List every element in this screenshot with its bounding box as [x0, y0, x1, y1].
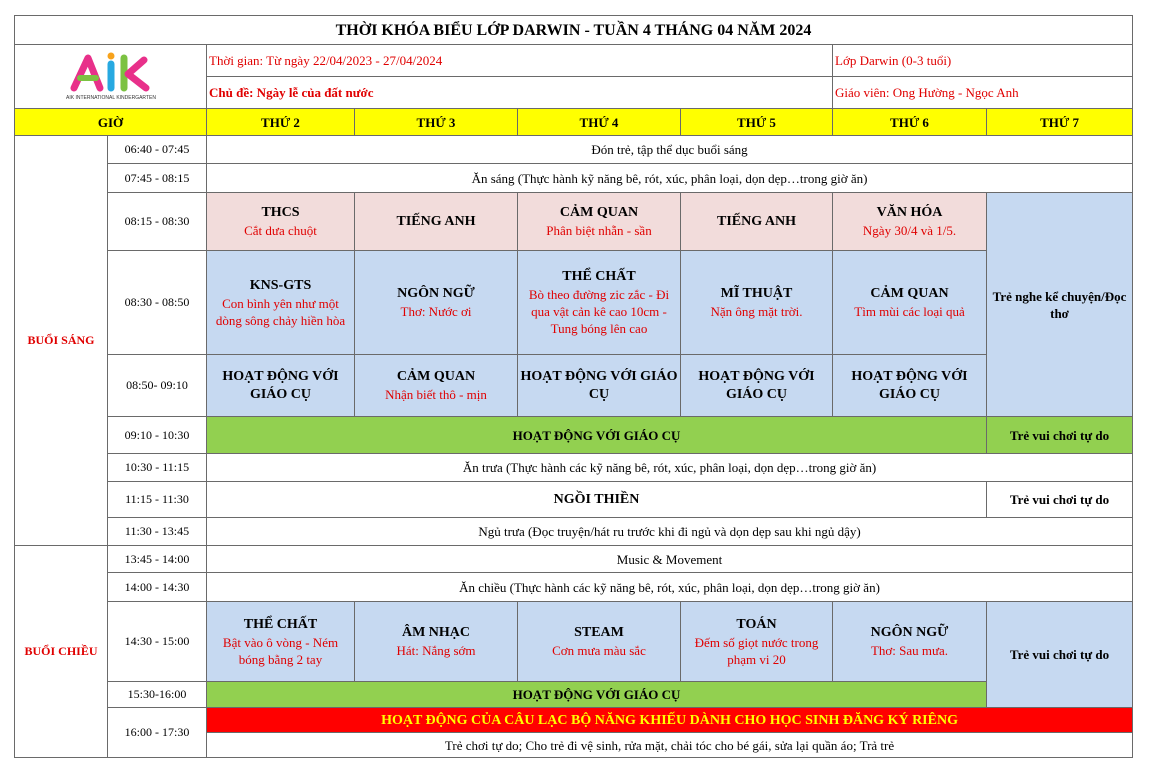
activity-cell	[207, 251, 355, 355]
timetable	[14, 15, 1133, 758]
activity-all-days: Đón trẻ, tập thể dục buổi sáng	[207, 136, 1133, 164]
activity-title: CẢM QUAN	[870, 286, 949, 301]
activity-cell	[518, 193, 681, 251]
time-slot: 06:40 - 07:45	[108, 136, 207, 164]
activity-cell	[207, 602, 355, 682]
saturday-activity: Trẻ nghe kể chuyện/Đọc thơ	[987, 193, 1133, 417]
activity-desc: Bò theo đường zic zắc - Đi qua vật cản kê cao 10cm - Tung bóng lên cao	[528, 287, 670, 336]
activity-cell	[833, 355, 987, 417]
activity-cell	[681, 193, 833, 251]
activity-title: THCS	[261, 205, 300, 220]
activity-desc: Bật vào ô vòng - Ném bóng bằng 2 tay	[222, 634, 339, 667]
activity-title: HOẠT ĐỘNG VỚI GIÁO CỤ	[698, 368, 815, 402]
club-activity: HOẠT ĐỘNG CỦA CÂU LẠC BỘ NĂNG KHIẾU DÀNH CHO HỌC SINH ĐĂNG KÝ RIÊNG	[207, 708, 1133, 733]
activity-all-days: Music & Movement	[207, 546, 1133, 573]
time-slot: 08:15 - 08:30	[108, 193, 207, 251]
class-name: Lớp Darwin (0-3 tuổi)	[833, 45, 1133, 77]
activity-title: TIẾNG ANH	[717, 213, 796, 229]
activity-cell	[207, 355, 355, 417]
header-day: THỨ 5	[681, 109, 833, 136]
activity-desc: Phân biệt nhẵn - sần	[546, 223, 652, 238]
activity-cell	[833, 193, 987, 251]
activity-cell	[833, 602, 987, 682]
activity-desc: Thơ: Nước ơi	[400, 304, 472, 319]
activity-title: CẢM QUAN	[559, 205, 639, 220]
activity-all-days: Ăn trưa (Thực hành các kỹ năng bê, rót, xúc, phân loại, dọn dẹp…trong giờ ăn)	[207, 454, 1133, 482]
time-slot: 10:30 - 11:15	[108, 454, 207, 482]
time-slot: 07:45 - 08:15	[108, 164, 207, 193]
time-slot: 13:45 - 14:00	[108, 546, 207, 573]
saturday-activity: Trẻ vui chơi tự do	[987, 417, 1133, 454]
activity-weekdays: HOẠT ĐỘNG VỚI GIÁO CỤ	[207, 417, 987, 454]
header-day: THỨ 7	[987, 109, 1133, 136]
time-range: Thời gian: Từ ngày 22/04/2023 - 27/04/2024	[207, 45, 833, 77]
activity-cell	[518, 251, 681, 355]
activity-cell	[355, 355, 518, 417]
activity-cell	[207, 193, 355, 251]
time-slot: 11:15 - 11:30	[108, 482, 207, 518]
activity-desc: Thơ: Sau mưa.	[870, 643, 949, 658]
activity-desc: Cơn mưa màu sắc	[552, 643, 646, 658]
header-day: THỨ 2	[207, 109, 355, 136]
activity-desc: Nhận biết thô - mịn	[385, 387, 487, 402]
saturday-activity: Trẻ vui chơi tự do	[987, 602, 1133, 708]
activity-desc: Ngày 30/4 và 1/5.	[862, 223, 957, 238]
activity-cell	[681, 251, 833, 355]
time-slot: 09:10 - 10:30	[108, 417, 207, 454]
activity-desc: Tìm mùi các loại quả	[854, 304, 965, 319]
activity-title: HOẠT ĐỘNG VỚI GIÁO CỤ	[520, 368, 678, 402]
activity-weekdays: NGỒI THIỀN	[207, 482, 987, 518]
activity-title: HOẠT ĐỘNG VỚI GIÁO CỤ	[851, 368, 968, 402]
activity-cell	[681, 355, 833, 417]
time-slot: 16:00 - 17:30	[108, 708, 207, 758]
activity-cell	[681, 602, 833, 682]
activity-title: CẢM QUAN	[396, 369, 476, 384]
time-slot: 08:30 - 08:50	[108, 251, 207, 355]
activity-cell	[355, 602, 518, 682]
header-day: THỨ 4	[518, 109, 681, 136]
activity-cell	[355, 251, 518, 355]
time-slot: 14:30 - 15:00	[108, 602, 207, 682]
activity-cell	[518, 355, 681, 417]
header-time: GIỜ	[15, 109, 207, 136]
time-slot: 11:30 - 13:45	[108, 518, 207, 546]
logo-cell	[15, 45, 207, 109]
activity-desc: Cắt dưa chuột	[244, 223, 317, 238]
activity-title: TOÁN	[736, 616, 777, 632]
activity-title: KNS-GTS	[249, 277, 312, 293]
activity-desc: Nặn ông mặt trời.	[710, 304, 803, 319]
header-day: THỨ 3	[355, 109, 518, 136]
activity-desc: Đếm số giọt nước trong phạm vi 20	[694, 634, 819, 667]
session-afternoon: BUỔI CHIỀU	[15, 546, 108, 758]
activity-cell	[355, 193, 518, 251]
logo-subtitle: AIK INTERNATIONAL KINDERGARTEN	[65, 94, 156, 101]
saturday-activity: Trẻ vui chơi tự do	[987, 482, 1133, 518]
activity-title: MĨ THUẬT	[720, 286, 793, 301]
time-slot: 08:50- 09:10	[108, 355, 207, 417]
activity-desc: Con bình yên như một dòng sông chảy hiền hòa	[215, 295, 346, 328]
activity-title: VĂN HÓA	[876, 205, 943, 220]
header-day: THỨ 6	[833, 109, 987, 136]
activity-title: THỂ CHẤT	[243, 616, 318, 632]
topic: Chủ đề: Ngày lễ của đất nước	[207, 77, 833, 109]
activity-all-days: Ăn chiều (Thực hành các kỹ năng bê, rót, xúc, phân loại, dọn dẹp…trong giờ ăn)	[207, 573, 1133, 602]
session-morning: BUỔI SÁNG	[15, 136, 108, 546]
activity-all-days: Ăn sáng (Thực hành kỹ năng bê, rót, xúc, phân loại, dọn dẹp…trong giờ ăn)	[207, 164, 1133, 193]
activity-weekdays: HOẠT ĐỘNG VỚI GIÁO CỤ	[207, 682, 987, 708]
activity-desc: Hát: Nắng sớm	[396, 643, 476, 658]
activity-cell	[518, 602, 681, 682]
activity-title: HOẠT ĐỘNG VỚI GIÁO CỤ	[222, 368, 339, 402]
activity-title: THỂ CHẤT	[562, 269, 636, 284]
time-slot: 15:30-16:00	[108, 682, 207, 708]
activity-all-days: Trẻ chơi tự do; Cho trẻ đi vệ sinh, rửa mặt, chải tóc cho bé gái, sửa lại quần áo; Trả trẻ	[207, 733, 1133, 758]
timetable-title: THỜI KHÓA BIỂU LỚP DARWIN - TUẦN 4 THÁNG 04 NĂM 2024	[15, 16, 1133, 45]
activity-all-days: Ngủ trưa (Đọc truyện/hát ru trước khi đi ngủ và dọn dẹp sau khi ngủ dậy)	[207, 518, 1133, 546]
activity-title: STEAM	[574, 625, 624, 640]
activity-title: ÂM NHẠC	[401, 625, 471, 640]
activity-cell	[833, 251, 987, 355]
time-slot: 14:00 - 14:30	[108, 573, 207, 602]
activity-title: NGÔN NGỮ	[397, 286, 475, 301]
aik-logo	[66, 52, 156, 102]
teachers: Giáo viên: Ong Hường - Ngọc Anh	[833, 77, 1133, 109]
activity-title: TIẾNG ANH	[396, 213, 476, 229]
activity-title: NGÔN NGỮ	[870, 625, 949, 640]
